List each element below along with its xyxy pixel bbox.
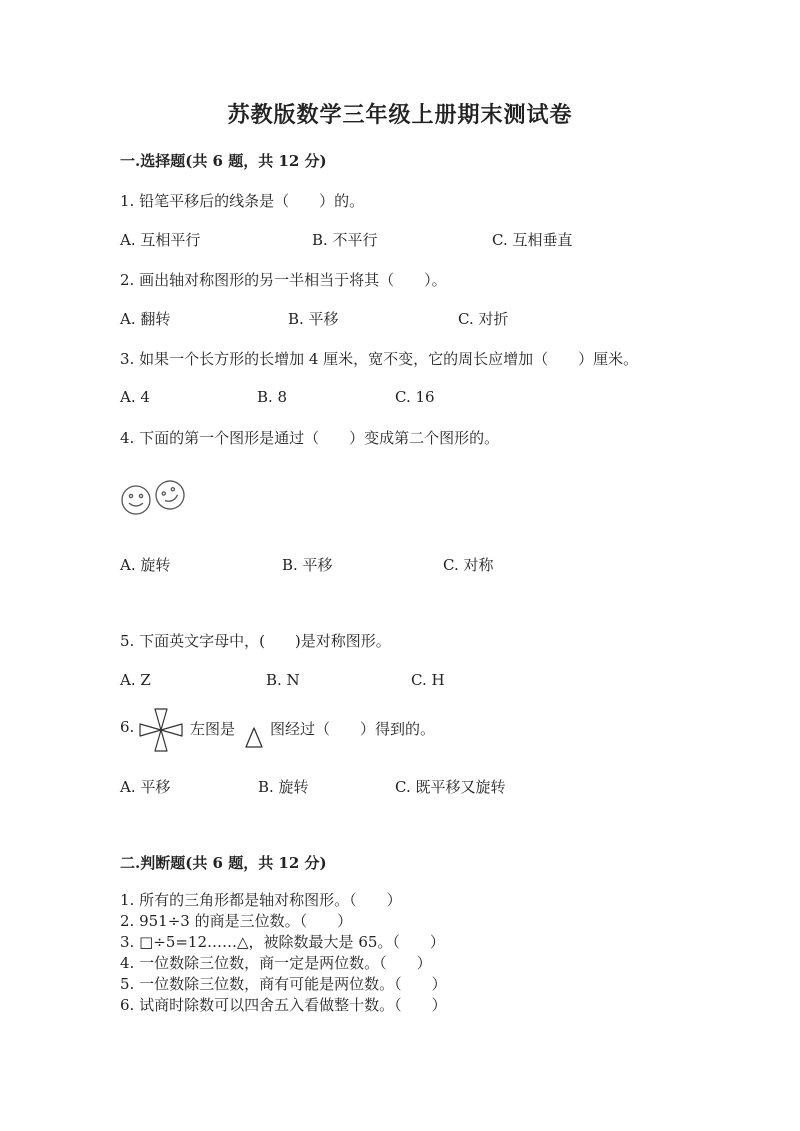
question-3-option-b: B. 8 — [257, 388, 288, 406]
question-2-option-a: A. 翻转 — [120, 310, 171, 328]
question-1-stem: 1. 铅笔平移后的线条是（ ）的。 — [120, 192, 365, 210]
question-4-stem: 4. 下面的第一个图形是通过（ ）变成第二个图形的。 — [120, 429, 500, 447]
question-3-option-c: C. 16 — [395, 388, 435, 406]
question-4-option-b: B. 平移 — [282, 556, 333, 574]
question-6-stem-middle: 左图是 — [190, 720, 236, 738]
question-4-option-a: A. 旋转 — [120, 556, 171, 574]
question-5-option-a: A. Z — [120, 671, 151, 689]
question-6-number: 6. — [120, 718, 135, 736]
judgement-item-1: 1. 所有的三角形都是轴对称图形。（ ） — [120, 891, 402, 909]
question-1-option-a: A. 互相平行 — [120, 231, 201, 249]
judgement-item-3: 3. □÷5=12……△，被除数最大是 65。（ ） — [120, 933, 445, 951]
pinwheel-triangles-figure — [138, 707, 184, 753]
question-5-stem: 5. 下面英文字母中，( )是对称图形。 — [120, 632, 391, 650]
section-heading-judgement: 二.判断题(共 6 题，共 12 分) — [120, 854, 327, 872]
question-6-option-a: A. 平移 — [120, 778, 171, 796]
page-title: 苏教版数学三年级上册期末测试卷 — [227, 102, 573, 128]
judgement-item-5: 5. 一位数除三位数，商有可能是两位数。（ ） — [120, 975, 447, 993]
question-6-option-b: B. 旋转 — [258, 778, 309, 796]
smiley-face-icon — [122, 486, 150, 514]
smiley-face-rotated-icon — [151, 476, 188, 513]
question-3-option-a: A. 4 — [120, 388, 150, 406]
question-5-option-b: B. N — [266, 671, 300, 689]
question-2-stem: 2. 画出轴对称图形的另一半相当于将其（ ）。 — [120, 271, 447, 289]
judgement-item-4: 4. 一位数除三位数，商一定是两位数。（ ） — [120, 954, 432, 972]
section-heading-choice: 一.选择题(共 6 题，共 12 分) — [120, 152, 327, 170]
question-2-option-c: C. 对折 — [458, 310, 509, 328]
judgement-item-6: 6. 试商时除数可以四舍五入看做整十数。（ ） — [120, 996, 447, 1014]
question-4-option-c: C. 对称 — [443, 556, 494, 574]
question-1-option-b: B. 不平行 — [312, 231, 378, 249]
smiley-faces-figure — [118, 480, 190, 516]
triangle-figure — [243, 726, 265, 750]
question-6-option-c: C. 既平移又旋转 — [395, 778, 506, 796]
question-3-stem: 3. 如果一个长方形的长增加 4 厘米，宽不变，它的周长应增加（ ）厘米。 — [120, 350, 639, 368]
question-6-stem-end: 图经过（ ）得到的。 — [270, 720, 436, 738]
question-1-option-c: C. 互相垂直 — [492, 231, 573, 249]
judgement-item-2: 2. 951÷3 的商是三位数。（ ） — [120, 912, 353, 930]
question-5-option-c: C. H — [411, 671, 445, 689]
question-2-option-b: B. 平移 — [288, 310, 339, 328]
